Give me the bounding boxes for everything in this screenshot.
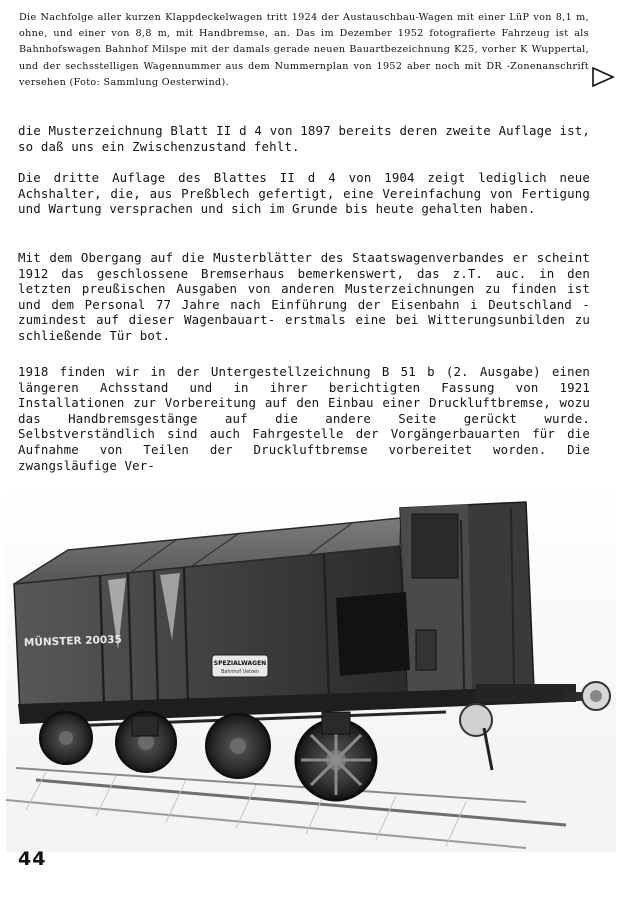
paragraph-3: Mit dem Obergang auf die Musterblätter des Staatswagenverbandes er scheint 1912 das geschlossene Bremserhaus bemerkenswert, das z.T. auc. in den letzten preußischen Ausgaben von anderen Musterzeichnungen zu finden ist und dem Personal 77 Jahre nach Einführung der Eisenbahn i Deutschland -zumindest auf dieser Wagenbauart- erstmals eine bei Witterungsunbilden zu schließende Tür bot. <box>18 250 590 343</box>
freight-wagon-photo <box>6 480 616 852</box>
triangle-right-icon <box>591 66 615 88</box>
paragraph-4: 1918 finden wir in der Untergestellzeichnung B 51 b (2. Ausgabe) einen längeren Achsstand und in ihrer berichtigten Fassung von 1921 Installationen zur Vorbereitung auf den Einbau einer Druckluftbremse, wozu das Handbremsgestänge auf die andere Seite gerückt wurde. Selbstverständlich sind auch Fahrgestelle der Vorgängerbauarten für die Aufnahme von Teilen der Druckluftbremse vorbereitet worden. Die zwangsläufige Ver- <box>18 364 590 473</box>
sign-line-1: SPEZIALWAGEN <box>213 660 267 667</box>
paragraph-2: Die dritte Auflage des Blattes II d 4 von 1904 zeigt lediglich neue Achshalter, die, aus Preßblech gefertigt, eine Vereinfachung von Fertigung und Wartung versprachen und sich im Grunde bis heute gehalten haben. <box>18 170 590 217</box>
photo-caption: Die Nachfolge aller kurzen Klappdeckelwagen tritt 1924 der Austauschbau-Wagen mit einer LüP von 8,1 m, ohne, und einer von 8,8 m, mit Handbremse, an. Das im Dezember 1952 fotografierte Fahrzeug ist als Bahnhofswagen Bahnhof Milspe mit der damals gerade neuen Bauartbezeichnung K25, vorher K Wuppertal, und der sechsstelligen Wagennummer aus dem Nummernplan von 1952 aber noch mit DR -Zonenanschrift versehen (Foto: Sammlung Oesterwind). <box>19 12 589 88</box>
wagon-lettering: MÜNSTER 20035 <box>23 633 122 649</box>
sign-line-2: Bahnhof Uelzen <box>221 670 259 675</box>
paragraph-1: die Musterzeichnung Blatt II d 4 von 1897 bereits deren zweite Auflage ist, so daß uns ein Zwischenzustand fehlt. <box>18 123 590 154</box>
page-number: 44 <box>18 848 47 870</box>
